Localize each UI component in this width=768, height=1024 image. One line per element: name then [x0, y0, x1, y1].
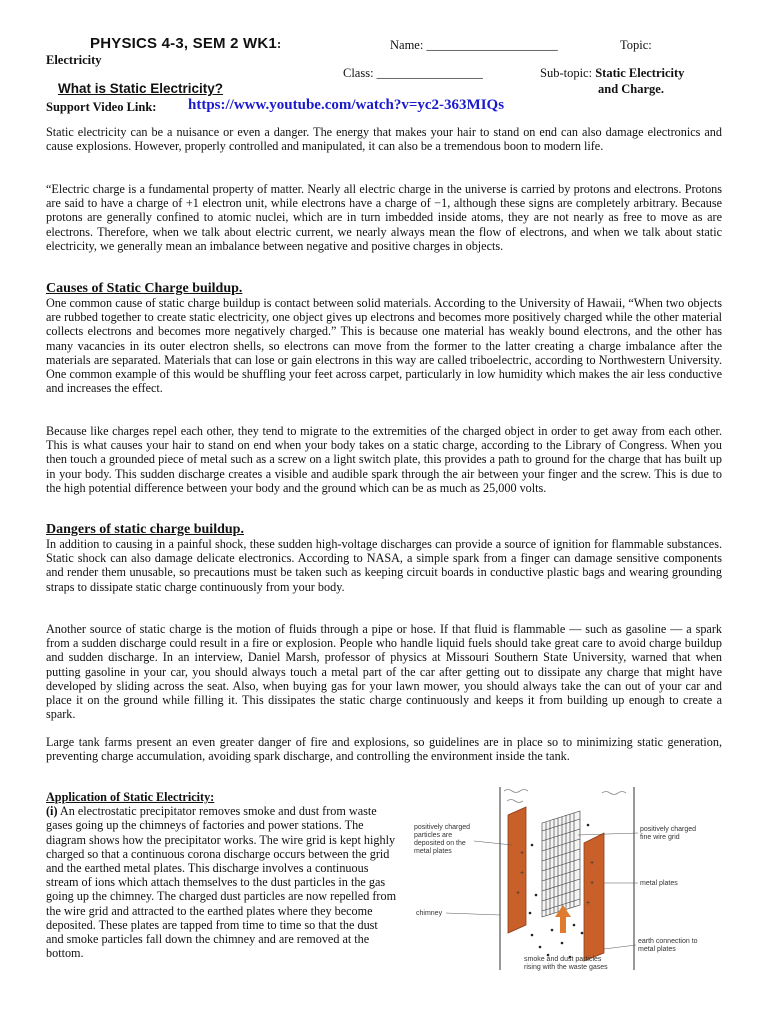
- subtopic-label: [540, 66, 684, 81]
- causes-heading: Causes of Static Charge buildup.: [46, 281, 243, 296]
- video-link-label: Support Video Link:: [46, 100, 157, 114]
- dangers-paragraph-2: Another source of static charge is the motion of fluids through a pipe or hose. If that fluid is flammable — such as gasoline — a spark from a sudden discharge could result in a fire or explosion. People who handle liquid fuels should take great care to avoid charge buildup and sudden discharge. In an interview, Daniel Marsh, professor of physics at Missouri Southern State University, warned that when putting gasoline in your car, you should always touch a metal part of the car after getting out to dissipate any charge that might have developed by sliding across the seat. Also, when buying gas for your lawn mower, you should always take the can out of your car and place it on the ground while filling it. This dissipates the static charge continuously and keeps it from building up enough to create a spark.: [46, 622, 722, 722]
- name-field[interactable]: Name: _____________________: [390, 38, 558, 52]
- topic-label: Topic:: [620, 38, 652, 52]
- label-metal-plates: metal plates: [640, 880, 678, 887]
- intro-paragraph-2: “Electric charge is a fundamental property of matter. Nearly all electric charge in the universe is carried by protons and electrons. Protons are said to have a charge of +1 electron unit, while electrons have a charge of −1, although these signs are completely arbitrary. Because protons are generally confined to atomic nuclei, which are in turn imbedded inside atoms, they are not nearly as free to move as are electrons. Therefore, when we talk about electric current, we nearly always mean the flow of electrons, and when we talk about static electricity, we generally mean an imbalance between negative and positive charges in objects.: [46, 182, 722, 253]
- svg-text:+: +: [520, 870, 525, 877]
- label-chimney: chimney: [416, 910, 443, 917]
- label-right-1: positively charged: [640, 826, 697, 833]
- label-smoke-2: rising with the waste gases: [524, 964, 608, 971]
- subtopic-label-text: Sub-topic:: [540, 66, 593, 80]
- dangers-paragraph-3: Large tank farms present an even greater danger of fire and explosions, so guidelines are in place so to minimizing static generation, preventing charge accumulation, avoiding spark discharge, and controlling the environment inside the tank.: [46, 735, 722, 764]
- intro-paragraph-1: Static electricity can be a nuisance or even a danger. The energy that makes your hair to stand on end can also damage electronics and cause explosions. However, properly controlled and manipulated, it can also be a tremendous boon to modern life.: [46, 125, 722, 154]
- dangers-paragraph-1: In addition to causing in a painful shock, these sudden high-voltage discharges can provide a source of ignition for flammable substances. Static shock can also damage delicate electronics. According to NASA, a simple spark from a finger can damage sensitive components and render them unusable, so precautions must be taken such as keeping circuit boards in conductive plastic bags and wearing grounding straps to dissipate static charge continuously from your body.: [46, 537, 722, 594]
- application-section: [46, 790, 398, 960]
- worksheet-title: [90, 35, 281, 52]
- label-left-4: metal plates: [414, 848, 452, 855]
- label-left-1: positively charged: [414, 824, 471, 831]
- svg-text:+: +: [516, 890, 521, 897]
- label-left-3: deposited on the: [414, 840, 466, 847]
- topic-value: Electricity: [46, 53, 102, 67]
- label-earth-2: metal plates: [638, 946, 676, 953]
- video-link[interactable]: https://www.youtube.com/watch?v=yc2-363MIQs: [188, 97, 505, 113]
- worksheet-title-text: PHYSICS 4-3, SEM 2 WK1: [90, 35, 277, 52]
- worksheet-title-colon: :: [276, 37, 282, 51]
- causes-paragraph-2: Because like charges repel each other, they tend to migrate to the extremities of the charged object in order to get away from each other. This is what causes your hair to stand on end when your body takes on a static charge, according to the Library of Congress. When you then touch a grounded piece of metal such as a screw on a light switch plate, this provides a path to ground for the charge that has built up in your body. This sudden discharge creates a visible and audible spark through the air between your finger and the screw. This is due to the high potential difference between your body and the ground which can be as much as 25,000 volts.: [46, 424, 722, 495]
- application-item-text: An electrostatic precipitator removes smoke and dust from waste gases going up the chimneys of factories and power stations. The diagram shows how the precipitator works. The wire grid is kept highly charged so that a continuous corona discharge occurs between the grid and the earthed metal plates. This discharge involves a continuous stream of ions which attach themselves to the dust particles in the gas going up the chimney. The charged dust particles are now repelled from the wire grid and attracted to the earthed plates where they become deposited. These plates are tapped from time to time so that the dust and smoke particles fall down the chimney and are removed at the bottom.: [46, 804, 397, 961]
- svg-text:+: +: [586, 900, 591, 907]
- right-metal-plate: [584, 833, 604, 961]
- precipitator-diagram: [412, 785, 724, 975]
- application-heading: Application of Static Electricity:: [46, 790, 215, 804]
- label-left-2: particles are: [414, 832, 453, 839]
- subtopic-value-1: Static Electricity: [595, 66, 685, 80]
- label-earth-1: earth connection to: [638, 938, 698, 945]
- class-field[interactable]: Class: _________________: [343, 66, 483, 80]
- question-title: What is Static Electricity?: [58, 81, 224, 96]
- application-item-marker: (i): [46, 804, 58, 819]
- dangers-heading: Dangers of static charge buildup.: [46, 522, 244, 537]
- svg-text:+: +: [590, 880, 595, 887]
- label-smoke-1: smoke and dust particles: [524, 956, 602, 963]
- subtopic-value-2: and Charge.: [598, 82, 664, 96]
- causes-paragraph-1: One common cause of static charge buildup is contact between solid materials. According to the University of Hawaii, “When two objects are rubbed together to create static electricity, one object gives up electrons and becomes more positively charged while the other material collects electrons and becomes more negatively charged.” This is because one material has weakly bound electrons, and the other has many vacancies in its outer electron shells, so electrons can move from the former to the latter creating a charge imbalance after the materials are separated. Materials that can lose or gain electrons in this way are called triboelectric, according to Northwestern University. One common example of this would be shuffling your feet across carpet, particularly in low humidity which makes the air less conductive and increases the effect.: [46, 296, 722, 396]
- label-right-2: fine wire grid: [640, 834, 680, 841]
- wire-grid: [542, 811, 580, 917]
- svg-text:+: +: [520, 850, 525, 857]
- svg-text:+: +: [590, 860, 595, 867]
